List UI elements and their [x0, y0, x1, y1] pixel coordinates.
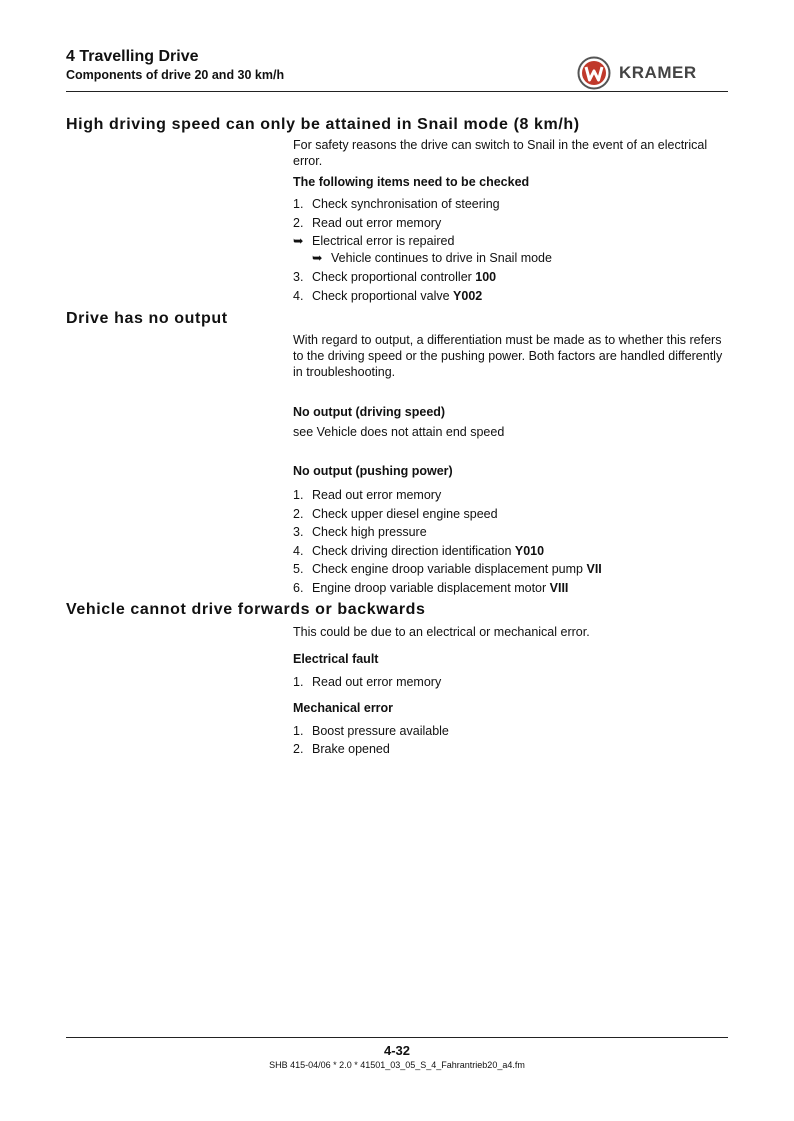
result-item — [293, 233, 454, 249]
section2-sub1-heading: No output (driving speed) — [293, 405, 446, 419]
section2-sub2-heading: No output (pushing power) — [293, 464, 453, 478]
list-item — [293, 215, 441, 231]
list-number: 1. — [293, 488, 304, 502]
brand-logo — [577, 56, 719, 90]
list-number: 4. — [293, 544, 304, 558]
list-text: Check driving direction identification — [312, 544, 515, 558]
list-item — [293, 506, 498, 522]
section2-intro: With regard to output, a differentiation must be made as to whether this refers to the driving speed or the pushing power. Both factors are handled differently in troubleshooting. — [293, 333, 723, 379]
list-number: 4. — [293, 289, 304, 303]
brand-emblem-icon — [577, 56, 611, 90]
list-item — [293, 723, 449, 739]
footer-rule — [66, 1037, 728, 1038]
page-number: 4-32 — [383, 1043, 411, 1058]
list-item — [293, 269, 496, 285]
list-text: Check proportional valve — [312, 289, 454, 303]
list-text: Check engine droop variable displacement pump — [312, 562, 587, 576]
section-heading-no-output: Drive has no output — [66, 310, 228, 327]
list-number: 6. — [293, 581, 304, 595]
list-bold: VII — [586, 562, 602, 576]
list-number: 5. — [293, 562, 304, 576]
section3-intro: This could be due to an electrical or mechanical error. — [293, 625, 590, 639]
section-heading-cannot-drive: Vehicle cannot drive forwards or backwards — [66, 601, 426, 618]
result-arrow-icon: ➥ — [293, 234, 304, 248]
list-bold: 100 — [475, 270, 497, 284]
list-text: Read out error memory — [312, 216, 442, 230]
list-item — [293, 196, 500, 212]
list-text: Check synchronisation of steering — [312, 197, 500, 211]
list-item — [293, 741, 390, 757]
list-item — [293, 543, 544, 559]
list-text: Read out error memory — [312, 675, 442, 689]
chapter-title: 4 Travelling Drive — [66, 48, 199, 65]
list-item — [293, 674, 441, 690]
list-text: Engine droop variable displacement motor — [312, 581, 550, 595]
list-item — [293, 524, 427, 540]
list-text: Vehicle continues to drive in Snail mode — [331, 251, 552, 265]
list-item — [293, 487, 441, 503]
section1-intro: For safety reasons the drive can switch to Snail in the event of an electrical error. — [293, 138, 708, 168]
list-text: Check proportional controller — [312, 270, 476, 284]
section3-sub2-heading: Mechanical error — [293, 701, 394, 715]
list-text: Read out error memory — [312, 488, 442, 502]
list-text: Boost pressure available — [312, 724, 449, 738]
result-arrow-icon: ➥ — [312, 251, 323, 265]
list-text: Check high pressure — [312, 525, 427, 539]
list-number: 2. — [293, 216, 304, 230]
chapter-subtitle: Components of drive 20 and 30 km/h — [66, 68, 285, 82]
list-item — [293, 288, 482, 304]
list-number: 2. — [293, 507, 304, 521]
list-item — [293, 580, 568, 596]
list-number: 1. — [293, 675, 304, 689]
list-text: Check upper diesel engine speed — [312, 507, 498, 521]
list-text: Electrical error is repaired — [312, 234, 455, 248]
section-heading-snail-mode: High driving speed can only be attained in Snail mode (8 km/h) — [66, 116, 580, 133]
list-bold: Y010 — [514, 544, 545, 558]
section3-sub1-heading: Electrical fault — [293, 652, 379, 666]
list-text: Brake opened — [312, 742, 390, 756]
section1-check-heading: The following items need to be checked — [293, 175, 530, 189]
brand-name: KRAMER — [619, 63, 697, 82]
list-number: 3. — [293, 525, 304, 539]
header-rule — [66, 91, 728, 92]
list-number: 2. — [293, 742, 304, 756]
result-item-nested — [312, 250, 552, 266]
list-item — [293, 561, 602, 577]
section2-sub1-text: see Vehicle does not attain end speed — [293, 425, 505, 439]
list-number: 1. — [293, 197, 304, 211]
list-bold: Y002 — [453, 289, 483, 303]
list-number: 3. — [293, 270, 304, 284]
document-reference: SHB 415-04/06 * 2.0 * 41501_03_05_S_4_Fahrantrieb20_a4.fm — [269, 1060, 525, 1070]
list-bold: VIII — [549, 581, 569, 595]
list-number: 1. — [293, 724, 304, 738]
